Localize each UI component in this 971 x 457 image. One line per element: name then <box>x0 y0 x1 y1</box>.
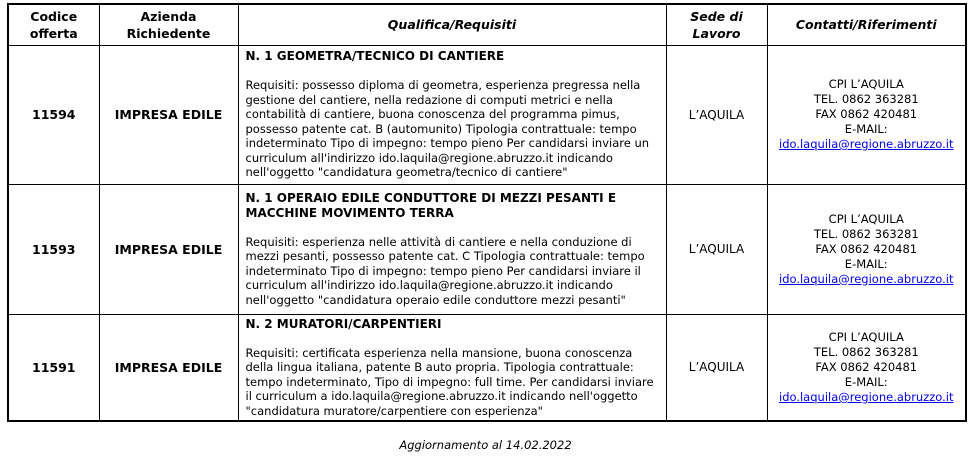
offer-code-cell: 11594 <box>8 45 99 184</box>
phone-number: TEL. 0862 363281 <box>813 344 919 359</box>
column-header-codice-offerta: Codice offerta <box>8 4 99 45</box>
email-label: E-MAIL: <box>844 374 888 389</box>
table-row <box>8 45 966 184</box>
cpi-name: CPI L’AQUILA <box>828 329 904 344</box>
offer-title: N. 1 OPERAIO EDILE CONDUTTORE DI MEZZI PESANTI E MACCHINE MOVIMENTO TERRA <box>245 190 617 220</box>
phone-number: TEL. 0862 363281 <box>813 226 919 241</box>
column-header-qualifica-requisiti: Qualifica/Requisiti <box>238 4 666 45</box>
offer-requirements: Requisiti: certificata esperienza nella mansione, buona conoscenza della lingua italiana, patente B auto propria. Tipologia contrattuale: tempo indeterminato, Tipo di impegno: full time. Per candidarsi inviare il curriculum a ido.laquila@regione.abruzzo.it indicando nell'oggetto "candidatura muratore/carpentiere con esperienza" <box>245 345 654 418</box>
company-cell: IMPRESA EDILE <box>99 184 238 314</box>
table-row <box>8 184 966 314</box>
cpi-name: CPI L’AQUILA <box>828 211 904 226</box>
table-header-row <box>8 4 966 45</box>
column-header-contatti-riferimenti: Contatti/Riferimenti <box>767 4 966 45</box>
contacts-cell <box>767 314 966 421</box>
job-offers-table <box>7 3 967 422</box>
column-header-azienda-richiedente: Azienda Richiedente <box>99 4 238 45</box>
fax-number: FAX 0862 420481 <box>815 107 918 121</box>
offer-requirements: Requisiti: esperienza nelle attività di cantiere e nella conduzione di mezzi pesanti, possesso patente cat. C Tipologia contrattuale: tempo indeterminato Tipo di impegno: tempo pieno Per candidarsi inviare il curriculum all'indirizzo ido.laquila@regione.abruzzo.it indicando nell'oggetto "candidatura operaio edile conduttore mezzi pesanti" <box>245 234 645 307</box>
contacts-cell <box>767 184 966 314</box>
email-link[interactable]: ido.laquila@regione.abruzzo.it <box>779 271 954 286</box>
offer-title: N. 2 MURATORI/CARPENTIERI <box>245 316 442 331</box>
qualifica-cell <box>238 45 666 184</box>
company-cell: IMPRESA EDILE <box>99 45 238 184</box>
table-row <box>8 314 966 421</box>
contacts-cell <box>767 45 966 184</box>
email-label: E-MAIL: <box>844 122 888 136</box>
cpi-name: CPI L’AQUILA <box>828 77 904 91</box>
work-location-cell: L’AQUILA <box>666 45 767 184</box>
update-date-note: Aggiornamento al 14.02.2022 <box>399 438 572 452</box>
email-link[interactable]: ido.laquila@regione.abruzzo.it <box>779 389 954 404</box>
company-cell: IMPRESA EDILE <box>99 314 238 421</box>
phone-number: TEL. 0862 363281 <box>813 92 919 106</box>
qualifica-cell <box>238 314 666 421</box>
offer-code-cell: 11593 <box>8 184 99 314</box>
qualifica-cell <box>238 184 666 314</box>
offer-requirements: Requisiti: possesso diploma di geometra, esperienza pregressa nella gestione del cantiere, nella redazione di computi metrici e nella contabilità di cantiere, buona conoscenza del programma pimus, possesso patente cat. B (automunito) Tipologia contrattuale: tempo indeterminato Tipo di impegno: tempo pieno Per candidarsi inviare un curriculum all'indirizzo ido.laquila@regione.abruzzo.it indicando nell'oggetto "candidatura geometra/tecnico di cantiere" <box>245 77 650 180</box>
email-link[interactable]: ido.laquila@regione.abruzzo.it <box>779 137 954 151</box>
offer-code-cell: 11591 <box>8 314 99 421</box>
fax-number: FAX 0862 420481 <box>815 359 918 374</box>
column-header-sede-di-lavoro: Sede di Lavoro <box>666 4 767 45</box>
email-label: E-MAIL: <box>844 256 888 271</box>
offer-title: N. 1 GEOMETRA/TECNICO DI CANTIERE <box>245 48 505 63</box>
work-location-cell: L’AQUILA <box>666 314 767 421</box>
fax-number: FAX 0862 420481 <box>815 241 918 256</box>
work-location-cell: L’AQUILA <box>666 184 767 314</box>
